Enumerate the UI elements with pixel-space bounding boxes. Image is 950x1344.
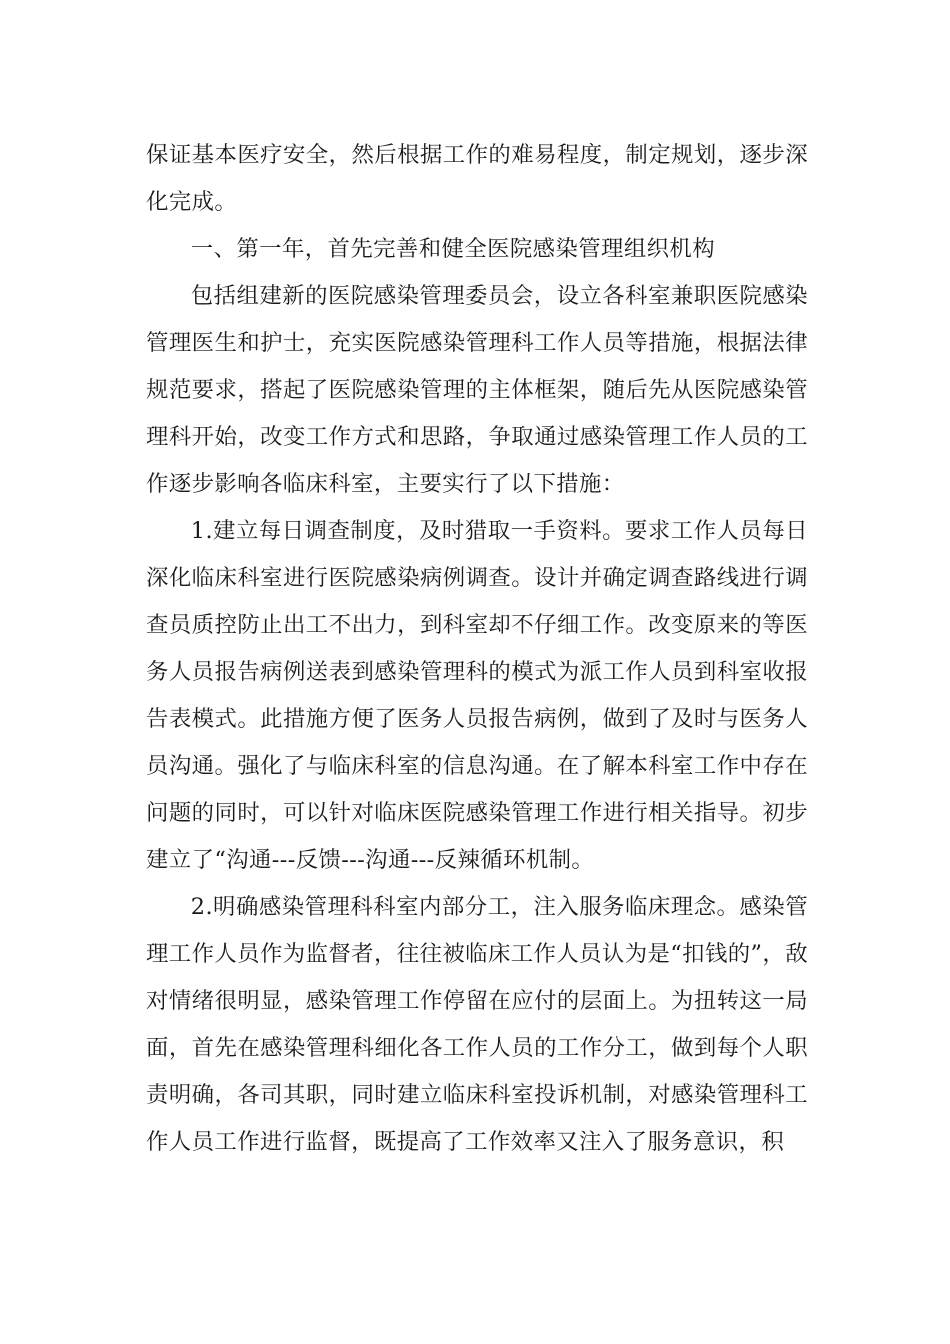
- paragraph-measure-2: 2.明确感染管理科科室内部分工，注入服务临床理念。感染管理工作人员作为监督者，往往被临床工作人员认为是“扣钱的”，敌对情绪很明显，感染管理工作停留在应付的层面上。为扭转这一局面，首先在感染管理科细化各工作人员的工作分工，做到每个人职责明确，各司其职，同时建立临床科室投诉机制，对感染管理科工作人员工作进行监督，既提高了工作效率又注入了服务意识，积: [146, 894, 808, 1155]
- paragraph-organization: 包括组建新的医院感染管理委员会，设立各科室兼职医院感染管理医生和护士，充实医院感染管理科工作人员等措施，根据法律规范要求，搭起了医院感染管理的主体框架，随后先从医院感染管理科开始，改变工作方式和思路，争取通过感染管理工作人员的工作逐步影响各临床科室，主要实行了以下措施：: [146, 283, 808, 497]
- section-heading: 一、第一年，首先完善和健全医院感染管理组织机构: [190, 236, 715, 262]
- document-body: [146, 132, 808, 1166]
- paragraph-measure-1: 1.建立每日调查制度，及时猎取一手资料。要求工作人员每日深化临床科室进行医院感染病例调查。设计并确定调查路线进行调查员质控防止出工不出力，到科室却不仔细工作。改变原来的等医务人员报告病例送表到感染管理科的模式为派工作人员到科室收报告表模式。此措施方便了医务人员报告病例，做到了及时与医务人员沟通。强化了与临床科室的信息沟通。在了解本科室工作中存在问题的同时，可以针对临床医院感染管理工作进行相关指导。初步建立了“沟通---反馈---沟通---反辣循环机制。: [146, 518, 808, 873]
- paragraph-continuation: 保证基本医疗安全，然后根据工作的难易程度，制定规划，逐步深化完成。: [146, 142, 808, 215]
